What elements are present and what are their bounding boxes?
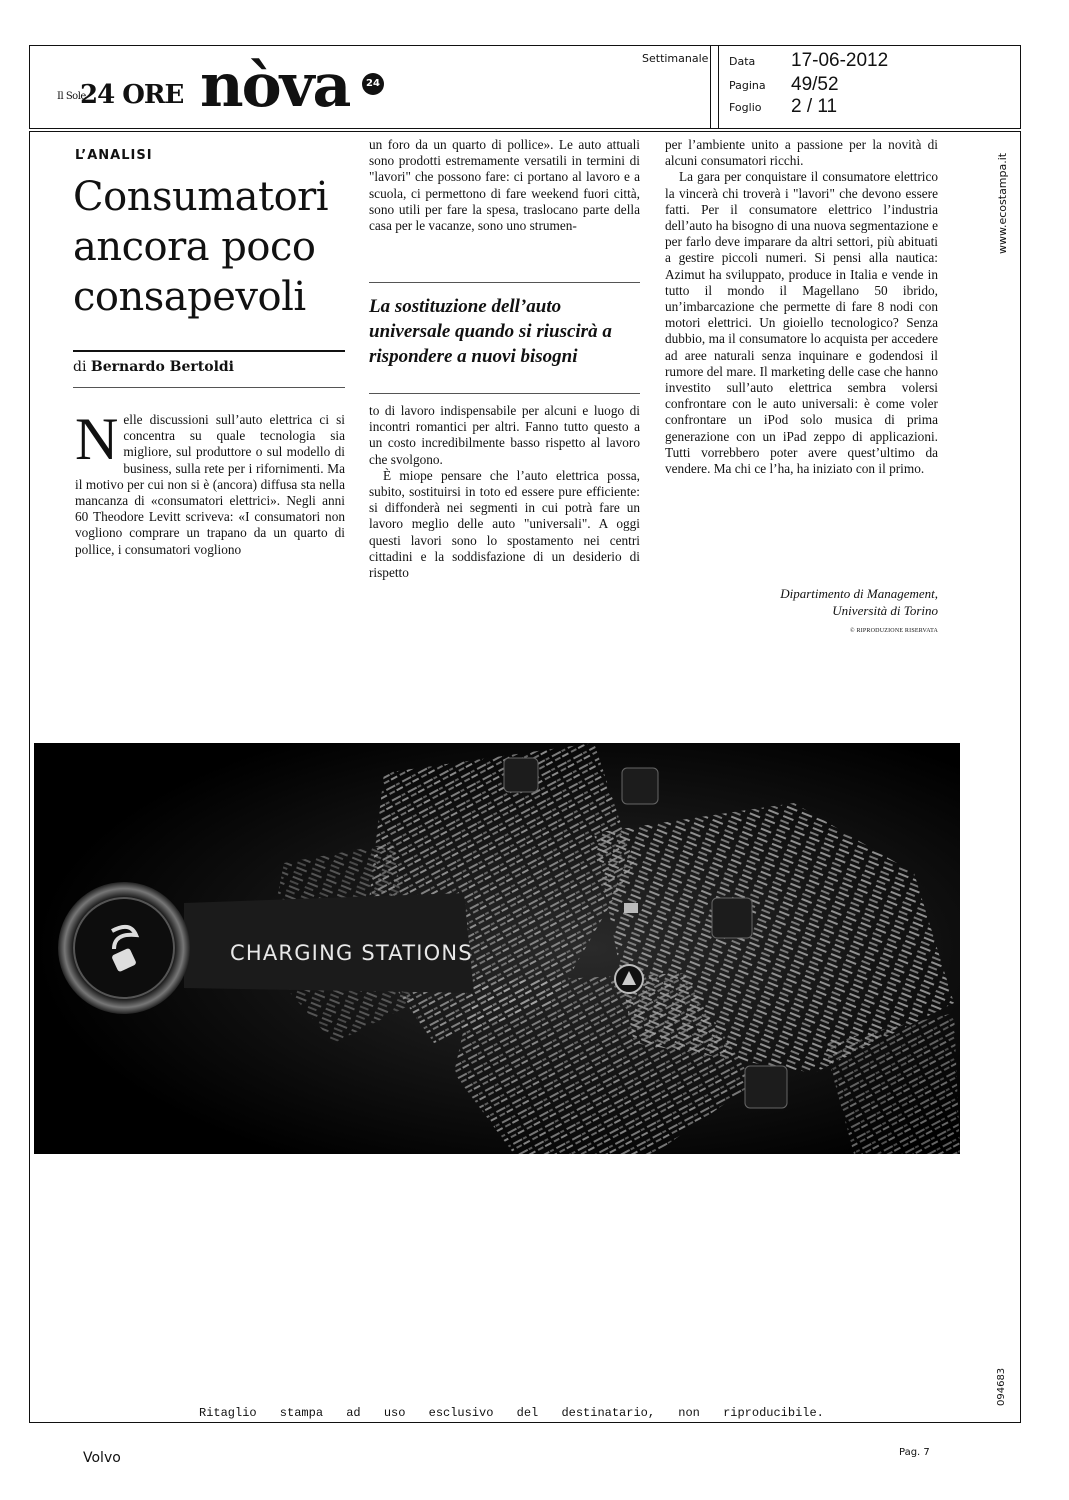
meta-value-data: 17-06-2012 (791, 50, 889, 71)
column-3-paragraph: per l’ambiente unito a passione per la novità di alcuni consumatori ricchi. (665, 137, 938, 169)
photo-caption: CHARGING STATIONS (230, 941, 473, 965)
logo-il-sole: Il Sole (57, 91, 86, 102)
article-headline: Consumatori ancora poco consapevoli (73, 174, 329, 320)
reproduction-notice: Ritaglio stampa ad uso esclusivo del destinatario, non riproducibile. (199, 1406, 824, 1420)
logo-nova: nòva (200, 51, 350, 121)
column-2-paragraph: to di lavoro indispensabile per alcuni e luogo di incontri romantici per altri. Fanno tutto questo a un costo incredibilmente basso rispetto al lavoro che svolgono. (369, 403, 640, 467)
author-department: Dipartimento di Management, (780, 586, 938, 601)
column-2-paragraph: È miope pensare che l’auto elettrica possa, subito, sostituirsi in toto ed essere pure efficiente: si diffonderà nei segmenti in cui potrà fare un lavoro meglio delle auto "universali". A oggi questi lavori sono lo spostamento nei centri cittadini e la soddisfazione di un desiderio di rispetto (369, 467, 640, 581)
meta-value-pagina: 49/52 (791, 74, 839, 95)
byline-prefix: di (73, 359, 87, 375)
side-url: www.ecostampa.it (996, 152, 1009, 254)
column-3-paragraph: La gara per conquistare il consumatore elettrico la vincerà chi troverà i "lavori" che devono essere fatti. Per il consumatore elettrico l’industria dell’auto ha bisogno di una nuova segmentazione e per farlo deve imparare da altri settori, più abituati a gestire piccoli numeri. Si pensi alla nautica: Azimut ha sviluppato, produce in Italia e vende in tutto il mondo il Magellano 50 ibrido, un’imbarcazione che permette di fare 8 nodi con motori elettrici. Un gioiello tecnologico? Senza dubbio, ma il consumatore lo acquista per accedere ad aree naturali senza inquinare e godendosi il rumore del mare. Il marketing delle case che hanno investito sull’auto elettrica sembra volersi confrontare con le auto universali: è come voler confrontare un iPod solo musica di prima generazione con un iPad zeppo di applicazioni. Tutti vorrebbero poter avere quest’ultimo da vendere. Ma chi ce l’ha, ha iniziato con il primo. (665, 169, 938, 477)
article-kicker: L’ANALISI (75, 148, 153, 163)
byline-author: Bernardo Bertoldi (90, 359, 234, 375)
pullquote-rule-bottom (369, 393, 640, 394)
article-column-2-bottom (369, 403, 640, 581)
side-code: 094683 (996, 1367, 1007, 1406)
author-university: Università di Torino (832, 603, 938, 618)
page-number: Pag. 7 (899, 1447, 930, 1458)
article-column-3 (665, 137, 938, 477)
frequency-label: Settimanale (642, 52, 709, 65)
copyright-note: © RIPRODUZIONE RISERVATA (850, 628, 938, 634)
article-column-1 (75, 406, 345, 558)
client-brand: Volvo (83, 1450, 121, 1466)
byline (73, 359, 234, 375)
masthead-divider (710, 45, 719, 129)
pullquote-rule-top (369, 282, 640, 283)
pullquote: La sostituzione dell’auto universale quando si riuscirà a rispondere a nuovi bisogni (369, 296, 612, 367)
drop-cap: N (75, 406, 119, 472)
meta-label-data: Data (729, 55, 756, 68)
meta-label-pagina: Pagina (729, 79, 766, 92)
byline-rule (73, 350, 345, 352)
byline-rule-bottom (73, 387, 345, 388)
meta-label-foglio: Foglio (729, 101, 762, 114)
meta-value-foglio: 2 / 11 (791, 96, 838, 117)
article-column-2-top: un foro da un quarto di pollice». Le auto attuali sono prodotti estremamente versatili in termini di "lavori" che possono fare: ci portano al lavoro e a scuola, ci permettono di fare weekend fuori città, sono utili per fare la spesa, traslocano parte della casa per le vacanze, sono uno strumen- (369, 137, 640, 234)
charging-stations-photo (34, 743, 960, 1154)
logo-24-badge: 24 (362, 73, 384, 95)
logo-24-ore: 24 ORE (80, 80, 184, 110)
column-1-text: elle discussioni sull’auto elettrica ci si concentra su quale tecnologia sia migliore, sul produttore o sul modello di business, sulla rete per i rifornimenti. Ma il motivo per cui non si è (ancora) diffusa sta nella mancanza di «consumatori elettrici». Negli anni 60 Theodore Levitt scriveva: «I consumatori non vogliono comprare un trapano da un quarto di pollice, i consumatori vogliono (75, 412, 345, 557)
city-map-graphic (34, 743, 960, 1154)
